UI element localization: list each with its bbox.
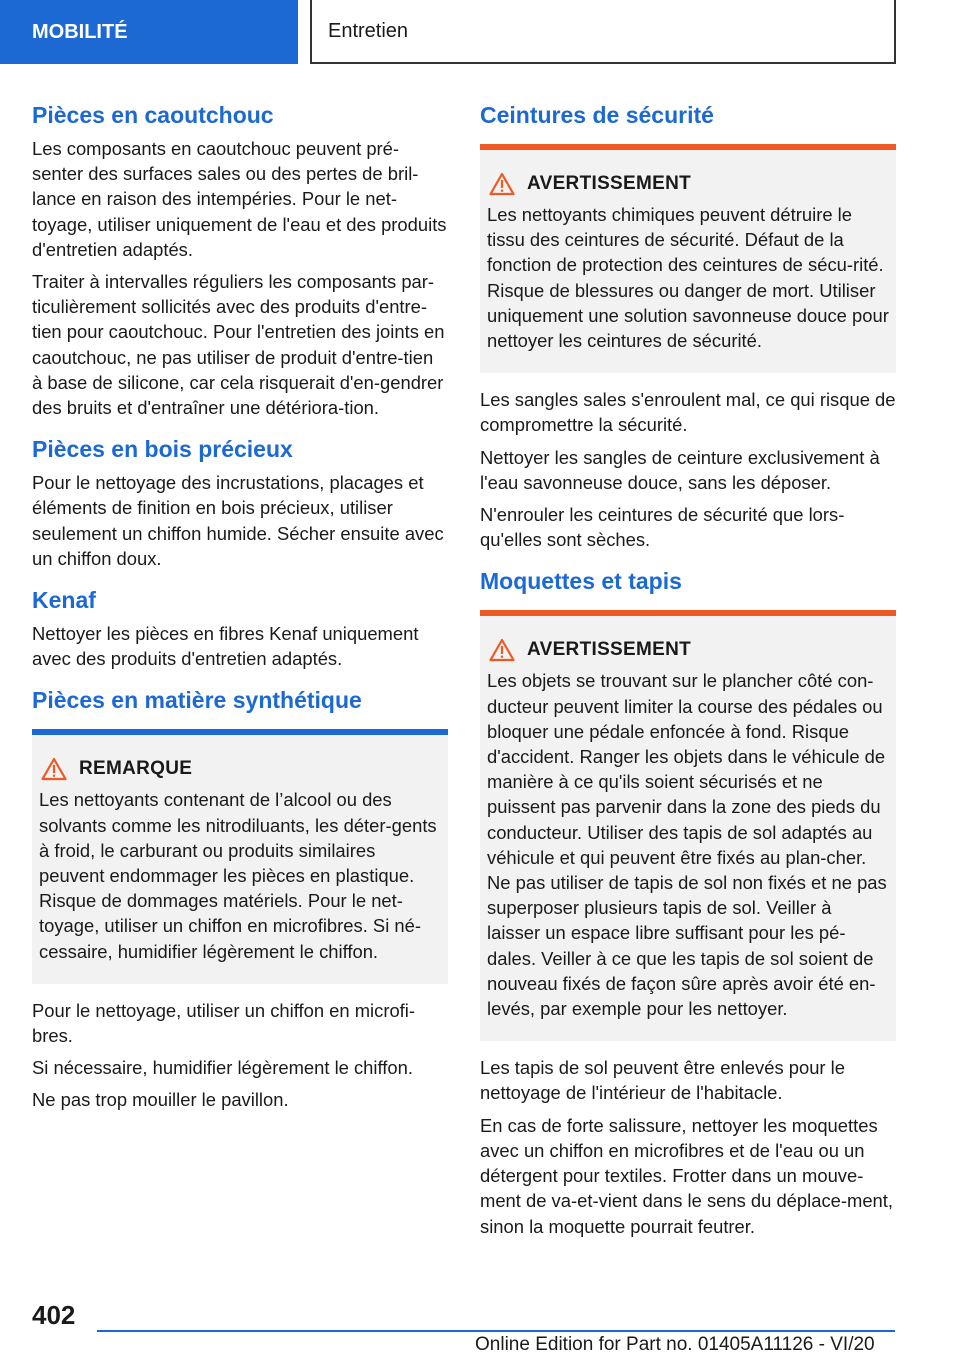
warning-label: AVERTISSEMENT [527, 639, 692, 661]
heading-rubber: Pièces en caoutchouc [32, 102, 274, 128]
section-kenaf [32, 585, 448, 671]
paragraph: N'enrouler les ceintures de sécurité que lors-qu'elles sont sèches. [480, 504, 845, 551]
paragraph: Pour le nettoyage, utiliser un chiffon en microfi-bres. [32, 999, 415, 1047]
warning-triangle-icon [489, 638, 515, 662]
left-column [32, 100, 448, 1127]
heading-synthetic: Pièces en matière synthétique [32, 687, 362, 714]
section-wood [32, 434, 448, 571]
right-column [480, 100, 896, 1253]
warning-text: Les nettoyants chimiques peuvent détruire le tissu des ceintures de sécurité. Défaut de la fonction de protection des ceintures de sécu-rité. Risque de blessures ou danger de mort. Utiliser uniquement une solution savonneuse douce pour nettoyer les ceintures de sécurité. [487, 204, 889, 352]
heading-carpets: Moquettes et tapis [480, 568, 682, 595]
warning-box [480, 610, 896, 1041]
paragraph: Les composants en caoutchouc peuvent pré-senter des surfaces sales ou des pertes de bril-lance en raison des intempéries. Pour le net-toyage, utiliser uniquement de l'eau et des produits d'entretien adaptés. [32, 138, 447, 260]
warning-text: Les objets se trouvant sur le plancher côté con-ducteur peuvent limiter la course des pédales ou bloquer une pédale enfoncée à fond. Risque d'accident. Ranger les objets dans le véhicule de manière à ce qu'ils soient sécurisés et ne puissent pas parvenir dans la zone des pieds du conducteur. Utiliser des tapis de sol adaptés au véhicule et qui peuvent être fixés au plan-cher. Ne pas utiliser de tapis de sol non fixés et ne pas superposer plusieurs tapis de sol. Veiller à laisser un espace libre suffisant pour les pé-dales. Veiller à ce que les tapis de sol soient de nouveau fixés de façon sûre après avoir été en-levés, par exemple pour les nettoyer. [487, 670, 887, 1020]
heading-belts: Ceintures de sécurité [480, 102, 714, 128]
paragraph: Les sangles sales s'enroulent mal, ce qui risque de compromettre la sécurité. [480, 389, 896, 436]
section-rubber [32, 100, 448, 420]
footer-divider [97, 1330, 895, 1332]
paragraph: Nettoyer les pièces en fibres Kenaf uniquement avec des produits d'entretien adaptés. [32, 623, 419, 670]
warning-triangle-icon [41, 757, 67, 781]
notice-box [32, 729, 448, 983]
paragraph: Les tapis de sol peuvent être enlevés pour le nettoyage de l'intérieur de l'habitacle. [480, 1057, 845, 1104]
notice-text: Les nettoyants contenant de l’alcool ou des solvants comme les nitrodiluants, les déter-gents à froid, le carburant ou produits similaires peuvent endommager les pièces en plastique. Risque de dommages matériels. Pour le net-toyage, utiliser un chiffon en microfibres. Si né-cessaire, humidifier légèrement le chiffon. [39, 789, 437, 962]
chapter-title: Entretien [328, 19, 409, 42]
heading-kenaf: Kenaf [32, 587, 96, 614]
section-belts [480, 100, 896, 552]
section-carpets [480, 566, 896, 1238]
notice-label: REMARQUE [79, 758, 193, 780]
paragraph: En cas de forte salissure, nettoyer les moquettes avec un chiffon en microfibres et de l'eau ou un détergent pour textiles. Frotter dans un mouve-ment de va-et-vient dans le sens du déplace-ment, sinon la moquette pourrait feutrer. [480, 1114, 893, 1237]
notice-header [39, 757, 441, 781]
section-synthetic [32, 685, 448, 1112]
chapter-tab [310, 0, 896, 64]
paragraph: Pour le nettoyage des incrustations, placages et éléments de finition en bois précieux, utiliser seulement un chiffon humide. Sécher ensuite avec un chiffon doux. [32, 472, 444, 569]
paragraph: Traiter à intervalles réguliers les composants par-ticulièrement sollicités avec des produits d'entre-tien pour caoutchouc. Pour l'entretien des joints en caoutchouc, ne pas utiliser de produit d'entre-tien à base de silicone, car cela risquerait d'en-gendrer des bruits et d'entraîner une détériora-tion. [32, 271, 445, 419]
warning-label: AVERTISSEMENT [527, 173, 692, 194]
paragraph: Nettoyer les sangles de ceinture exclusivement à l'eau savonneuse douce, sans les déposer. [480, 446, 880, 493]
heading-wood: Pièces en bois précieux [32, 436, 293, 463]
warning-box [480, 144, 896, 373]
warning-header [487, 172, 889, 196]
edition-text: Online Edition for Part no. 01405A11126 - VI/20 [475, 1334, 875, 1355]
page-number: 402 [32, 1300, 76, 1330]
paragraph: Ne pas trop mouiller le pavillon. [32, 1089, 289, 1111]
warning-triangle-icon [489, 172, 515, 196]
section-title: MOBILITÉ [32, 20, 128, 43]
section-tab [0, 0, 298, 64]
paragraph: Si nécessaire, humidifier légèrement le chiffon. [32, 1057, 413, 1079]
warning-header [487, 638, 889, 662]
